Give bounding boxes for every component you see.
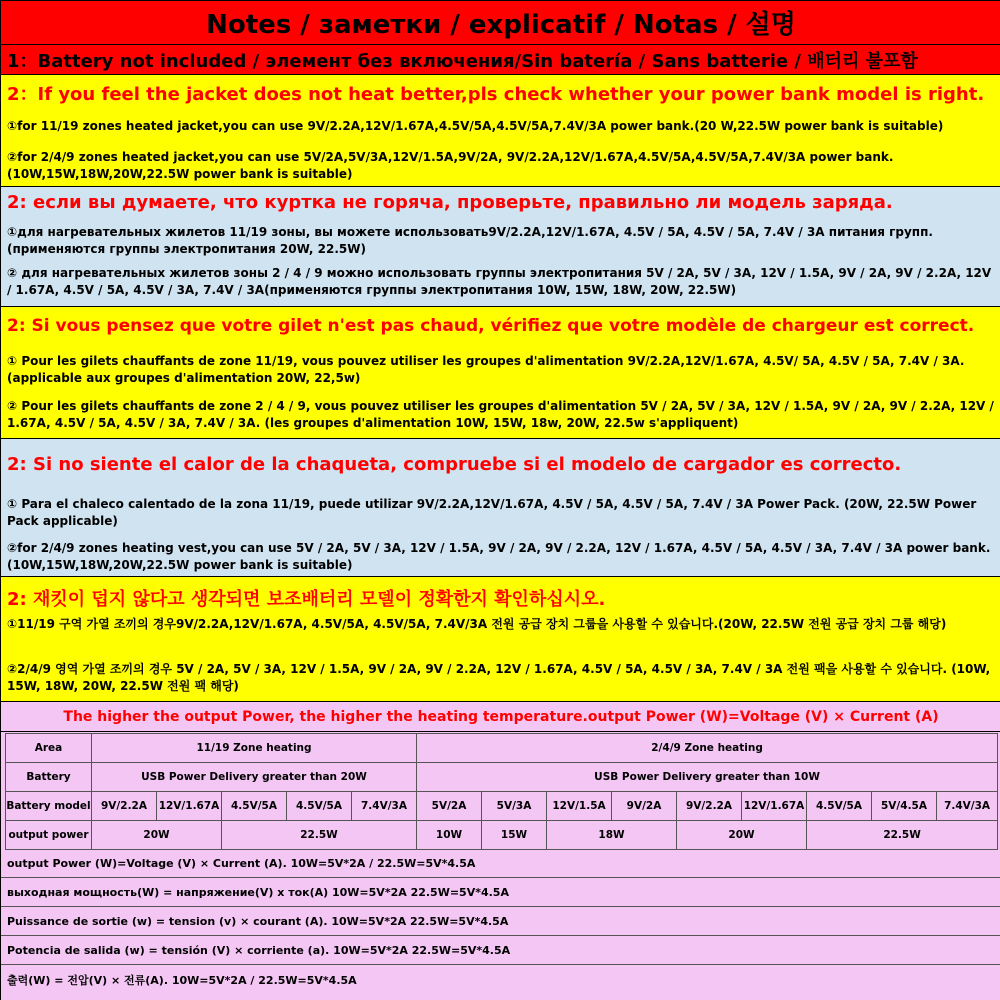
section-line: ②for 2/4/9 zones heated jacket,you can use 5V/2A,5V/3A,12V/1.5A,9V/2A, 9V/2.2A,12V/1.67A,4.5V/5A,4.5V/5A,7.4V/3A power bank.(10W,15W,18W,20W,22.5W power bank is suitable) <box>7 150 894 181</box>
zone-a-header: 11/19 Zone heating <box>92 734 417 763</box>
output-cell: 10W <box>417 821 482 850</box>
output-cell: 18W <box>547 821 677 850</box>
model-cell: 7.4V/3A <box>352 792 417 821</box>
section-line: ① Para el chaleco calentado de la zona 11/19, puede utilizar 9V/2.2A,12V/1.67A, 4.5V / 5A, 4.5V / 5A, 7.4V / 3A Power Pack. (20W, 22.5W Power Pack applicable) <box>7 497 977 528</box>
section-line: ②for 2/4/9 zones heating vest,you can use 5V / 2A, 5V / 3A, 12V / 1.5A, 9V / 2A, 9V / 2.2A, 12V / 1.67A, 4.5V / 5A, 4.5V / 3A, 7.4V / 3A power bank.(10W,15W,18W,20W,22.5W power bank is suitable) <box>7 541 991 572</box>
model-cell: 5V/3A <box>482 792 547 821</box>
formula-russian: выходная мощность(W) = напряжение(V) x ток(A) 10W=5V*2A 22.5W=5V*4.5A <box>1 878 1000 907</box>
section-line: ① Pour les gilets chauffants de zone 11/19, vous pouvez utiliser les groupes d'alimentation 9V/2.2A,12V/1.67A, 4.5V/ 5A, 4.5V / 5A, 7.4V / 3A. (applicable aux groupes d'alimentation 20W, 22,5w) <box>7 354 965 385</box>
title-bar <box>1 1 1000 45</box>
model-cell: 9V/2.2A <box>677 792 742 821</box>
model-cell: 5V/2A <box>417 792 482 821</box>
model-cell: 5V/4.5A <box>872 792 937 821</box>
power-spec-table <box>5 733 998 850</box>
battery-note: 1：Battery not included / элемент без включения/Sin batería / Sans batterie / 배터리 불포함 <box>7 50 918 72</box>
output-cell: 22.5W <box>807 821 998 850</box>
section-korean <box>1 577 1000 702</box>
output-cell: 22.5W <box>222 821 417 850</box>
model-cell: 9V/2.2A <box>92 792 157 821</box>
table-row-battery <box>6 763 998 792</box>
table-row-model <box>6 792 998 821</box>
section-heading: 2: Si no siente el calor de la chaqueta, compruebe si el modelo de cargador es correcto. <box>7 454 902 475</box>
battery-b-cell: USB Power Delivery greater than 10W <box>417 763 998 792</box>
output-label: output power <box>6 821 92 850</box>
table-heading: The higher the output Power, the higher the heating temperature.output Power (W)=Voltage (V) × Current (A) <box>1 702 1000 732</box>
zone-b-header: 2/4/9 Zone heating <box>417 734 998 763</box>
section-line: ② Pour les gilets chauffants de zone 2 / 4 / 9, vous pouvez utiliser les groupes d'alimentation 5V / 2A, 5V / 3A, 12V / 1.5A, 9V / 2A, 9V / 2.2A, 12V / 1.67A, 4.5V / 5A, 4.5V / 3A, 7.4V / 3A. (les groupes d'alimentation 10W, 15W, 18w, 20W, 22.5w s'appliquent) <box>7 399 994 430</box>
model-label: Battery model <box>6 792 92 821</box>
section-heading: 2: если вы думаете, что куртка не горяча, проверьте, правильно ли модель заряда. <box>7 192 893 213</box>
model-cell: 4.5V/5A <box>287 792 352 821</box>
formula-english: output Power (W)=Voltage (V) × Current (A). 10W=5V*2A / 22.5W=5V*4.5A <box>1 849 1000 878</box>
model-cell: 12V/1.67A <box>742 792 807 821</box>
model-cell: 4.5V/5A <box>807 792 872 821</box>
section-english <box>1 75 1000 187</box>
formula-korean: 출력(W) = 전압(V) × 전류(A). 10W=5V*2A / 22.5W=5V*4.5A <box>7 973 357 987</box>
battery-a-cell: USB Power Delivery greater than 20W <box>92 763 417 792</box>
section-line: ①11/19 구역 가열 조끼의 경우9V/2.2A,12V/1.67A, 4.5V/5A, 4.5V/5A, 7.4V/3A 전원 공급 장치 그룹을 사용할 수 있습니다.(20W, 22.5W 전원 공급 장치 그룹 해당) <box>7 617 947 631</box>
model-cell: 12V/1.5A <box>547 792 612 821</box>
section-line: ①for 11/19 zones heated jacket,you can use 9V/2.2A,12V/1.67A,4.5V/5A,4.5V/5A,7.4V/3A power bank.(20 W,22.5W power bank is suitable) <box>7 119 944 133</box>
battery-label: Battery <box>6 763 92 792</box>
section-line: ①для нагревательных жилетов 11/19 зоны, вы можете использовать9V/2.2A,12V/1.67A, 4.5V / 5A, 4.5V / 5A, 7.4V / 3A питания групп. (применяются группы электропитания 20W, 22.5W) <box>7 225 933 256</box>
output-cell: 20W <box>677 821 807 850</box>
section-line: ② для нагревательных жилетов зоны 2 / 4 / 9 можно использовать группы электропитания 5V / 2A, 5V / 3A, 12V / 1.5A, 9V / 2A, 9V / 2.2A, 12V / 1.67A, 4.5V / 5A, 4.5V / 3A, 7.4V / 3A(применяются группы электропитания 10W, 15W, 18W, 20W, 22.5W) <box>7 266 992 297</box>
formula-spanish: Potencia de salida (w) = tensión (V) × corriente (a). 10W=5V*2A 22.5W=5V*4.5A <box>1 936 1000 965</box>
area-label: Area <box>6 734 92 763</box>
section-heading: 2：If you feel the jacket does not heat better,pls check whether your power bank model is right. <box>7 84 985 105</box>
power-table-panel <box>1 702 1000 1000</box>
output-cell: 15W <box>482 821 547 850</box>
battery-note-bar <box>1 45 1000 75</box>
output-cell: 20W <box>92 821 222 850</box>
section-line: ②2/4/9 영역 가열 조끼의 경우 5V / 2A, 5V / 3A, 12V / 1.5A, 9V / 2A, 9V / 2.2A, 12V / 1.67A, 4.5V / 5A, 4.5V / 3A, 7.4V / 3A 전원 팩을 사용할 수 있습니다. (10W, 15W, 18W, 20W, 22.5W 전원 팩 해당) <box>7 662 991 693</box>
model-cell: 7.4V/3A <box>937 792 998 821</box>
model-cell: 4.5V/5A <box>222 792 287 821</box>
model-cell: 9V/2A <box>612 792 677 821</box>
model-cell: 12V/1.67A <box>157 792 222 821</box>
table-row-output <box>6 821 998 850</box>
section-heading: 2: Si vous pensez que votre gilet n'est pas chaud, vérifiez que votre modèle de chargeur est correct. <box>7 316 975 336</box>
page-title: Notes / заметки / explicatif / Notas / 설명 <box>206 10 796 40</box>
section-french <box>1 307 1000 439</box>
table-row-area <box>6 734 998 763</box>
section-heading: 2: 재킷이 덥지 않다고 생각되면 보조배터리 모델이 정확한지 확인하십시오. <box>7 589 606 610</box>
section-russian <box>1 187 1000 307</box>
section-spanish <box>1 439 1000 577</box>
formula-french: Puissance de sortie (w) = tension (v) × courant (A). 10W=5V*2A 22.5W=5V*4.5A <box>1 907 1000 936</box>
